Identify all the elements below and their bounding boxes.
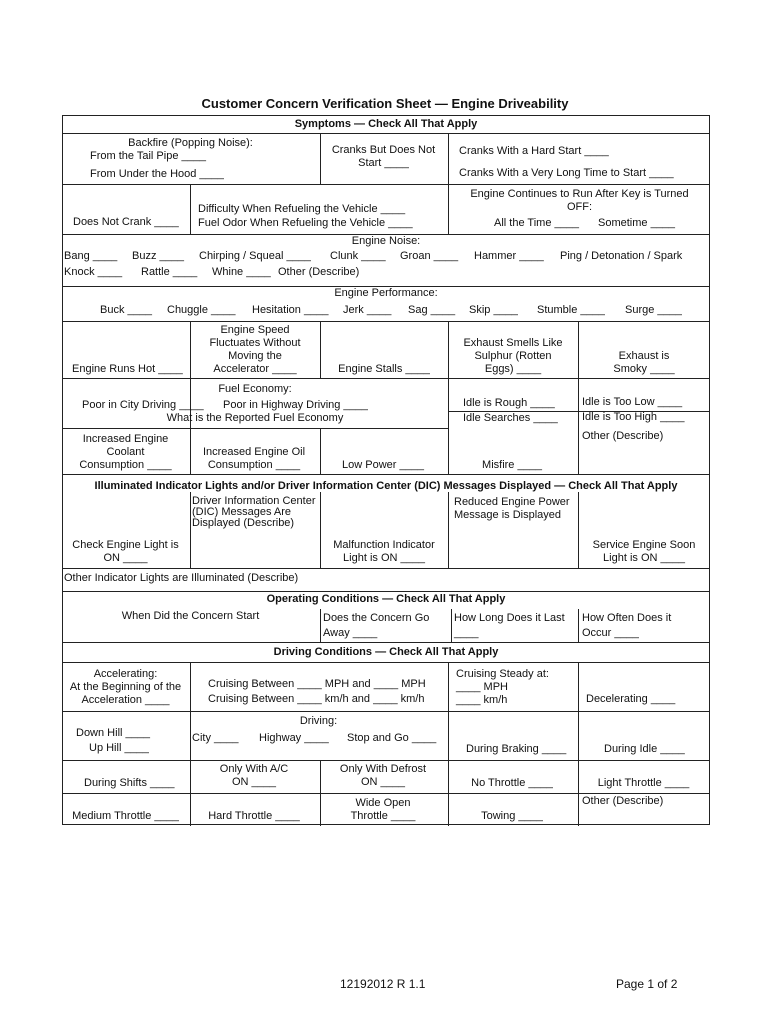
accelerating[interactable]: Accelerating: At the Beginning of the Acceleration ____ xyxy=(69,668,182,706)
poor-city-driving[interactable]: Poor in City Driving ____ xyxy=(82,399,204,411)
sheet-title: Customer Concern Verification Sheet — Engine Driveability xyxy=(201,96,569,111)
continues-all-time[interactable]: All the Time ____ xyxy=(494,217,579,229)
perf-chuggle[interactable]: Chuggle ____ xyxy=(167,304,236,316)
engine-continues-run: Engine Continues to Run After Key is Turned OFF: xyxy=(470,188,689,213)
perf-jerk[interactable]: Jerk ____ xyxy=(343,304,392,316)
noise-clunk[interactable]: Clunk ____ xyxy=(330,250,386,262)
indicators-header: Illuminated Indicator Lights and/or Driver Information Center (DIC) Messages Displayed — Check All That Apply xyxy=(94,480,678,492)
noise-whine[interactable]: Whine ____ xyxy=(212,266,271,278)
cruising-between[interactable]: Cruising Between ____ MPH and ____ MPH Cruising Between ____ km/h and ____ km/h xyxy=(208,678,426,705)
backfire-under-hood[interactable]: From Under the Hood ____ xyxy=(90,168,224,180)
only-with-defrost[interactable]: Only With Defrost ON ____ xyxy=(339,763,427,788)
perf-surge[interactable]: Surge ____ xyxy=(625,304,682,316)
page-number: Page 1 of 2 xyxy=(616,977,678,991)
does-not-crank[interactable]: Does Not Crank ____ xyxy=(73,216,179,228)
cruising-steady[interactable]: Cruising Steady at: ____ MPH ____ km/h xyxy=(456,668,549,706)
poor-highway-driving[interactable]: Poor in Highway Driving ____ xyxy=(223,399,368,411)
wide-open-throttle[interactable]: Wide Open Throttle ____ xyxy=(350,797,416,822)
perf-hesitation[interactable]: Hesitation ____ xyxy=(252,304,329,316)
check-engine-light[interactable]: Check Engine Light is ON ____ xyxy=(72,539,179,564)
noise-ping-detonation[interactable]: Ping / Detonation / Spark xyxy=(560,250,683,262)
medium-throttle[interactable]: Medium Throttle ____ xyxy=(72,810,179,822)
symptoms-other-describe[interactable]: Other (Describe) xyxy=(582,430,664,442)
increased-coolant[interactable]: Increased Engine Coolant Consumption ____ xyxy=(79,433,172,471)
idle-too-high[interactable]: Idle is Too High ____ xyxy=(582,411,685,423)
noise-bang[interactable]: Bang ____ xyxy=(64,250,118,262)
misfire[interactable]: Misfire ____ xyxy=(482,459,542,471)
dic-messages-displayed[interactable]: Driver Information Center (DIC) Messages Are Displayed (Describe) xyxy=(192,495,316,529)
driving-city[interactable]: City ____ xyxy=(192,732,239,744)
during-idle[interactable]: During Idle ____ xyxy=(604,743,685,755)
noise-chirping-squeal[interactable]: Chirping / Squeal ____ xyxy=(199,250,311,262)
concern-go-away[interactable]: Does the Concern Go Away ____ xyxy=(323,612,430,639)
noise-knock[interactable]: Knock ____ xyxy=(64,266,123,278)
noise-rattle[interactable]: Rattle ____ xyxy=(141,266,198,278)
how-often-occur[interactable]: How Often Does it Occur ____ xyxy=(582,612,672,639)
service-engine-soon-light[interactable]: Service Engine Soon Light is ON ____ xyxy=(592,539,696,564)
decelerating[interactable]: Decelerating ____ xyxy=(586,693,676,705)
up-hill[interactable]: Up Hill ____ xyxy=(89,742,149,754)
cranks-not-start[interactable]: Cranks But Does Not Start ____ xyxy=(331,144,436,169)
exhaust-smells-sulphur[interactable]: Exhaust Smells Like Sulphur (Rotten Eggs) ____ xyxy=(463,337,563,375)
how-long-last[interactable]: How Long Does it Last ____ xyxy=(454,612,565,639)
noise-other[interactable]: Other (Describe) xyxy=(278,266,360,278)
during-shifts[interactable]: During Shifts ____ xyxy=(84,777,175,789)
document-id: 12192012 R 1.1 xyxy=(340,977,426,991)
perf-sag[interactable]: Sag ____ xyxy=(408,304,456,316)
difficulty-refueling[interactable]: Difficulty When Refueling the Vehicle ____ xyxy=(198,203,406,215)
fuel-economy-title: Fuel Economy: xyxy=(218,383,292,395)
malfunction-indicator-light[interactable]: Malfunction Indicator Light is ON ____ xyxy=(333,539,435,564)
continues-sometime[interactable]: Sometime ____ xyxy=(598,217,676,229)
towing[interactable]: Towing ____ xyxy=(481,810,543,822)
idle-searches[interactable]: Idle Searches ____ xyxy=(463,412,558,424)
no-throttle[interactable]: No Throttle ____ xyxy=(471,777,553,789)
other-indicator-lights[interactable]: Other Indicator Lights are Illuminated (Describe) xyxy=(64,572,299,584)
during-braking[interactable]: During Braking ____ xyxy=(466,743,567,755)
backfire-tail-pipe[interactable]: From the Tail Pipe ____ xyxy=(90,150,206,162)
engine-noise-title: Engine Noise: xyxy=(351,235,421,247)
fuel-odor-refueling[interactable]: Fuel Odor When Refueling the Vehicle ____ xyxy=(198,217,413,229)
idle-rough[interactable]: Idle is Rough ____ xyxy=(463,397,555,409)
cranks-hard-start[interactable]: Cranks With a Hard Start ____ xyxy=(459,145,609,157)
symptoms-header: Symptoms — Check All That Apply xyxy=(294,118,478,130)
driving-header: Driving Conditions — Check All That Apply xyxy=(273,646,499,658)
exhaust-smoky[interactable]: Exhaust is Smoky ____ xyxy=(613,350,675,375)
reported-fuel-economy: What is the Reported Fuel Economy xyxy=(166,412,344,424)
light-throttle[interactable]: Light Throttle ____ xyxy=(597,777,690,789)
hard-throttle[interactable]: Hard Throttle ____ xyxy=(208,810,300,822)
driving-stop-go[interactable]: Stop and Go ____ xyxy=(347,732,437,744)
down-hill[interactable]: Down Hill ____ xyxy=(76,727,150,739)
low-power[interactable]: Low Power ____ xyxy=(342,459,424,471)
reduced-engine-power[interactable]: Reduced Engine Power Message is Displayed xyxy=(454,496,570,521)
engine-runs-hot[interactable]: Engine Runs Hot ____ xyxy=(72,363,183,375)
noise-buzz[interactable]: Buzz ____ xyxy=(132,250,184,262)
increased-oil[interactable]: Increased Engine Oil Consumption ____ xyxy=(202,446,306,471)
perf-stumble[interactable]: Stumble ____ xyxy=(537,304,605,316)
driving-other-describe[interactable]: Other (Describe) xyxy=(582,795,664,807)
noise-hammer[interactable]: Hammer ____ xyxy=(474,250,544,262)
perf-skip[interactable]: Skip ____ xyxy=(469,304,518,316)
operating-header: Operating Conditions — Check All That Apply xyxy=(266,593,506,605)
when-concern-start[interactable]: When Did the Concern Start xyxy=(121,610,260,622)
driving-highway[interactable]: Highway ____ xyxy=(259,732,329,744)
only-with-ac[interactable]: Only With A/C ON ____ xyxy=(219,763,289,788)
idle-too-low[interactable]: Idle is Too Low ____ xyxy=(582,396,683,408)
cranks-long-time[interactable]: Cranks With a Very Long Time to Start ____ xyxy=(459,167,674,179)
backfire-title: Backfire (Popping Noise): xyxy=(128,137,253,149)
engine-stalls[interactable]: Engine Stalls ____ xyxy=(338,363,430,375)
noise-groan[interactable]: Groan ____ xyxy=(400,250,459,262)
driving-title: Driving: xyxy=(299,715,338,727)
engine-speed-fluctuates[interactable]: Engine Speed Fluctuates Without Moving the Accelerator ____ xyxy=(209,324,301,375)
perf-buck[interactable]: Buck ____ xyxy=(100,304,152,316)
engine-performance-title: Engine Performance: xyxy=(334,287,438,299)
